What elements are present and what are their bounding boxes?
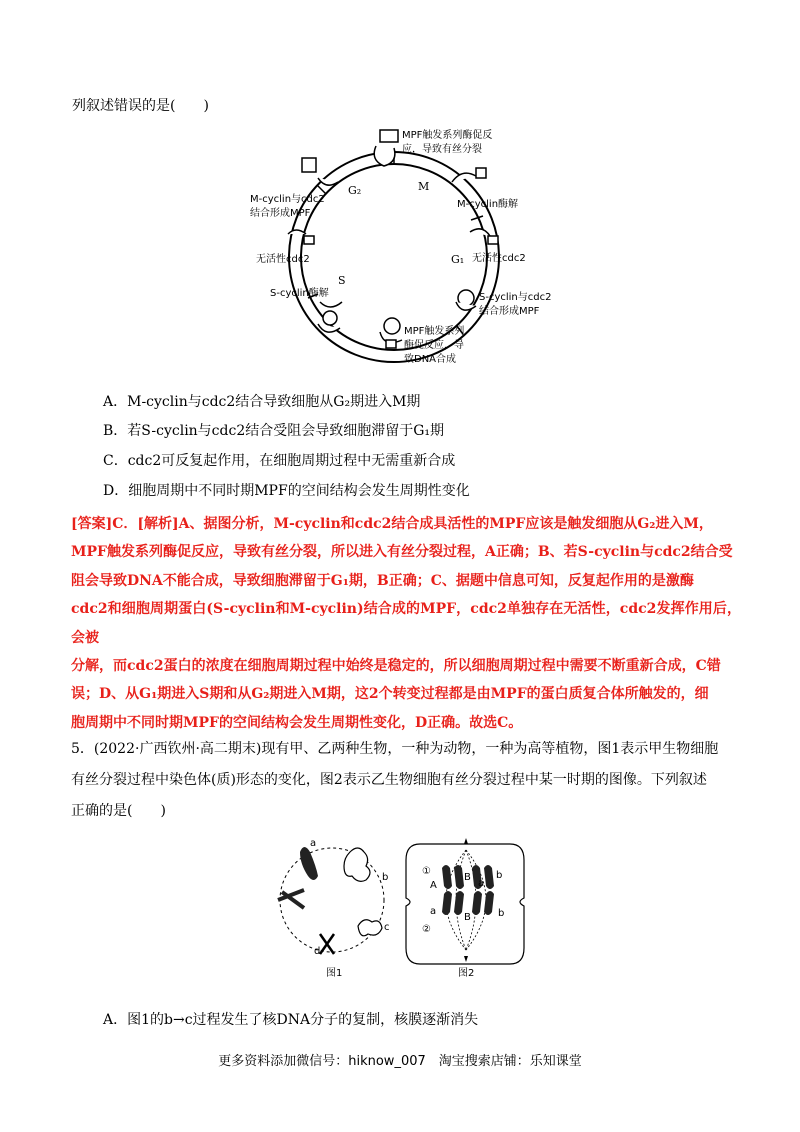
fig2-letter-a-mid: a [478,878,485,889]
answer-line: MPF触发系列酶促反应，导致有丝分裂，所以进入有丝分裂过程，A正确；B、若S-cyclin与cdc2结合受 [71,544,733,561]
question-stem-tail: 列叙述错误的是( ) [72,98,209,114]
label-mpf-top-2: 应，导致有丝分裂 [402,144,482,155]
label-mcyclin-bind-2: 结合形成MPF [250,208,311,219]
fig1-label-d: d [314,946,321,957]
scyclin-bind-icon [456,290,476,310]
fig2-letter-b: b [498,908,505,919]
caption-figure-2: 图2 [458,968,475,979]
footer-note: 更多资料添加微信号：hiknow_007 淘宝搜索店铺：乐知课堂 [218,1054,582,1069]
fig1-label-c: c [384,922,390,933]
fig1-label-a: a [310,838,317,849]
answer-line: 阻会导致DNA不能合成，导致细胞滞留于G₁期，B正确；C、据题中信息可知，反复起作用的是激酶 [71,572,694,589]
fig2-circled-1: ① [422,866,431,877]
phase-m: M [418,180,430,193]
answer-line: 胞周期中不同时期MPF的空间结构会发生周期性变化，D正确。故选C。 [71,714,523,731]
fig1-label-b: b [382,872,389,883]
label-mcyclin-degrade: M-cyclin酶解 [457,199,519,210]
answer-explanation [71,510,741,737]
figure-2-dividing-cell [406,838,524,979]
q5-option-a: A．图1的b→c过程发生了核DNA分子的复制，核膜逐渐消失 [103,1012,479,1028]
phase-g1: G₁ [451,253,465,266]
fig2-letter-B: B [464,872,471,883]
option-d: D．细胞周期中不同时期MPF的空间结构会发生周期性变化 [103,483,470,499]
label-mpf-top-1: MPF触发系列酶促反 [402,130,493,141]
answer-line: [答案]C．[解析]A、据图分析，M-cyclin和cdc2结合成具活性的MPF应该是触发细胞从G₂进入M， [71,516,713,532]
fig2-circled-2: ② [422,924,431,935]
fig2-letter-A: A [430,880,437,891]
mcyclin-degrade-icon [452,168,486,182]
label-scyclin-bind-1: S-cyclin与cdc2 [479,292,552,303]
label-mpf-bottom-1: MPF触发系列 [404,326,465,337]
mitosis-figures [270,830,530,980]
question-line: 正确的是( ) [71,803,166,819]
option-c: C．cdc2可反复起作用，在细胞周期过程中无需重新合成 [103,453,456,469]
fig2-letter-B-bottom: B [464,912,471,923]
fig2-letter-b-top: b [496,870,503,881]
question-5 [71,734,741,827]
caption-figure-1: 图1 [326,968,343,979]
answer-line: cdc2和细胞周期蛋白(S-cyclin和M-cyclin)结合成的MPF，cdc2单独存在无活性，cdc2发挥作用后，会被 [71,601,741,646]
phase-g2: G₂ [348,184,362,197]
cell-cycle-diagram [230,120,580,380]
fig2-letter-a: a [430,906,437,917]
answer-line: 分解，而cdc2蛋白的浓度在细胞周期过程中始终是稳定的，所以细胞周期过程中需要不断重新合成，C错 [71,658,721,675]
option-a: A．M-cyclin与cdc2结合导致细胞从G₂期进入M期 [103,394,421,410]
scyclin-degrade-icon [318,302,342,332]
label-mcyclin-bind-1: M-cyclin与cdc2 [250,194,325,205]
question-line: 5．(2022·广西钦州·高二期末)现有甲、乙两种生物，一种为动物，一种为高等植物，图1表示甲生物细胞 [71,741,719,757]
answer-line: 误；D、从G₁期进入S期和从G₂期进入M期，这2个转变过程都是由MPF的蛋白质复合体所触发的，细 [71,686,709,703]
mpf-bottom-icon [380,318,402,348]
label-mpf-bottom-3: 致DNA合成 [404,354,457,365]
label-mpf-bottom-2: 酶促反应，导 [404,340,464,351]
label-inactive-cdc2-left: 无活性cdc2 [256,254,310,265]
option-b: B．若S-cyclin与cdc2结合受阻会导致细胞滞留于G₁期 [103,423,445,439]
phase-s: S [338,274,346,287]
label-inactive-cdc2-right: 无活性cdc2 [472,253,526,264]
label-scyclin-degrade: S-cyclin酶解 [270,288,329,299]
question-line: 有丝分裂过程中染色体(质)形态的变化，图2表示乙生物细胞有丝分裂过程中某一时期的图像。下列叙述 [71,772,707,788]
figure-1-chromosome-cycle [278,838,390,979]
label-scyclin-bind-2: 结合形成MPF [479,306,540,317]
